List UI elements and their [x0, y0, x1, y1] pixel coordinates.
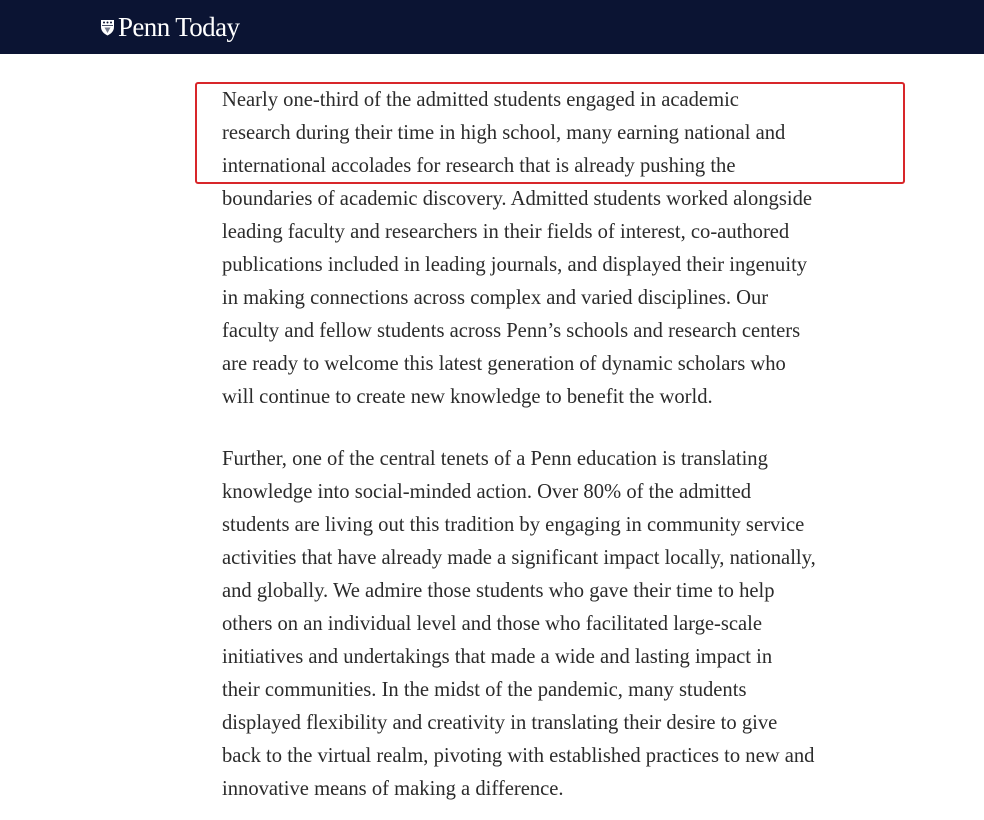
paragraph-spacer [222, 414, 894, 443]
paragraph-line: boundaries of academic discovery. Admitted students worked alongside [222, 188, 813, 210]
article-body [222, 84, 894, 806]
paragraph-line: international accolades for research that is already pushing the [222, 155, 736, 177]
article-paragraph-2 [222, 443, 894, 806]
paragraph-line: activities that have already made a significant impact locally, nationally, [222, 547, 816, 569]
paragraph-line: back to the virtual realm, pivoting with established practices to new and [222, 745, 815, 767]
site-logo-link[interactable] [100, 9, 239, 45]
paragraph-line: faculty and fellow students across Penn’s schools and research centers [222, 320, 801, 342]
penn-shield-icon [100, 19, 115, 36]
article-paragraph-1 [222, 84, 894, 414]
paragraph-line: are ready to welcome this latest generation of dynamic scholars who [222, 353, 786, 375]
paragraph-line: their communities. In the midst of the pandemic, many students [222, 679, 747, 701]
paragraph-line: and globally. We admire those students who gave their time to help [222, 580, 775, 602]
paragraph-line: students are living out this tradition by engaging in community service [222, 514, 805, 536]
paragraph-line: Further, one of the central tenets of a Penn education is translating [222, 448, 768, 470]
brand-name: Penn Today [118, 12, 240, 42]
paragraph-line: will continue to create new knowledge to benefit the world. [222, 386, 713, 408]
paragraph-line: knowledge into social-minded action. Over 80% of the admitted [222, 481, 752, 503]
paragraph-line: innovative means of making a difference. [222, 778, 564, 800]
paragraph-line: others on an individual level and those who facilitated large-scale [222, 613, 763, 635]
paragraph-line: leading faculty and researchers in their fields of interest, co-authored [222, 221, 790, 243]
paragraph-line: research during their time in high school, many earning national and [222, 122, 786, 144]
paragraph-line: publications included in leading journals, and displayed their ingenuity [222, 254, 808, 276]
site-header [0, 0, 984, 54]
paragraph-line: in making connections across complex and varied disciplines. Our [222, 287, 769, 309]
paragraph-line: displayed flexibility and creativity in translating their desire to give [222, 712, 778, 734]
paragraph-line: Nearly one-third of the admitted students engaged in academic [222, 89, 739, 111]
paragraph-line: initiatives and undertakings that made a wide and lasting impact in [222, 646, 773, 668]
